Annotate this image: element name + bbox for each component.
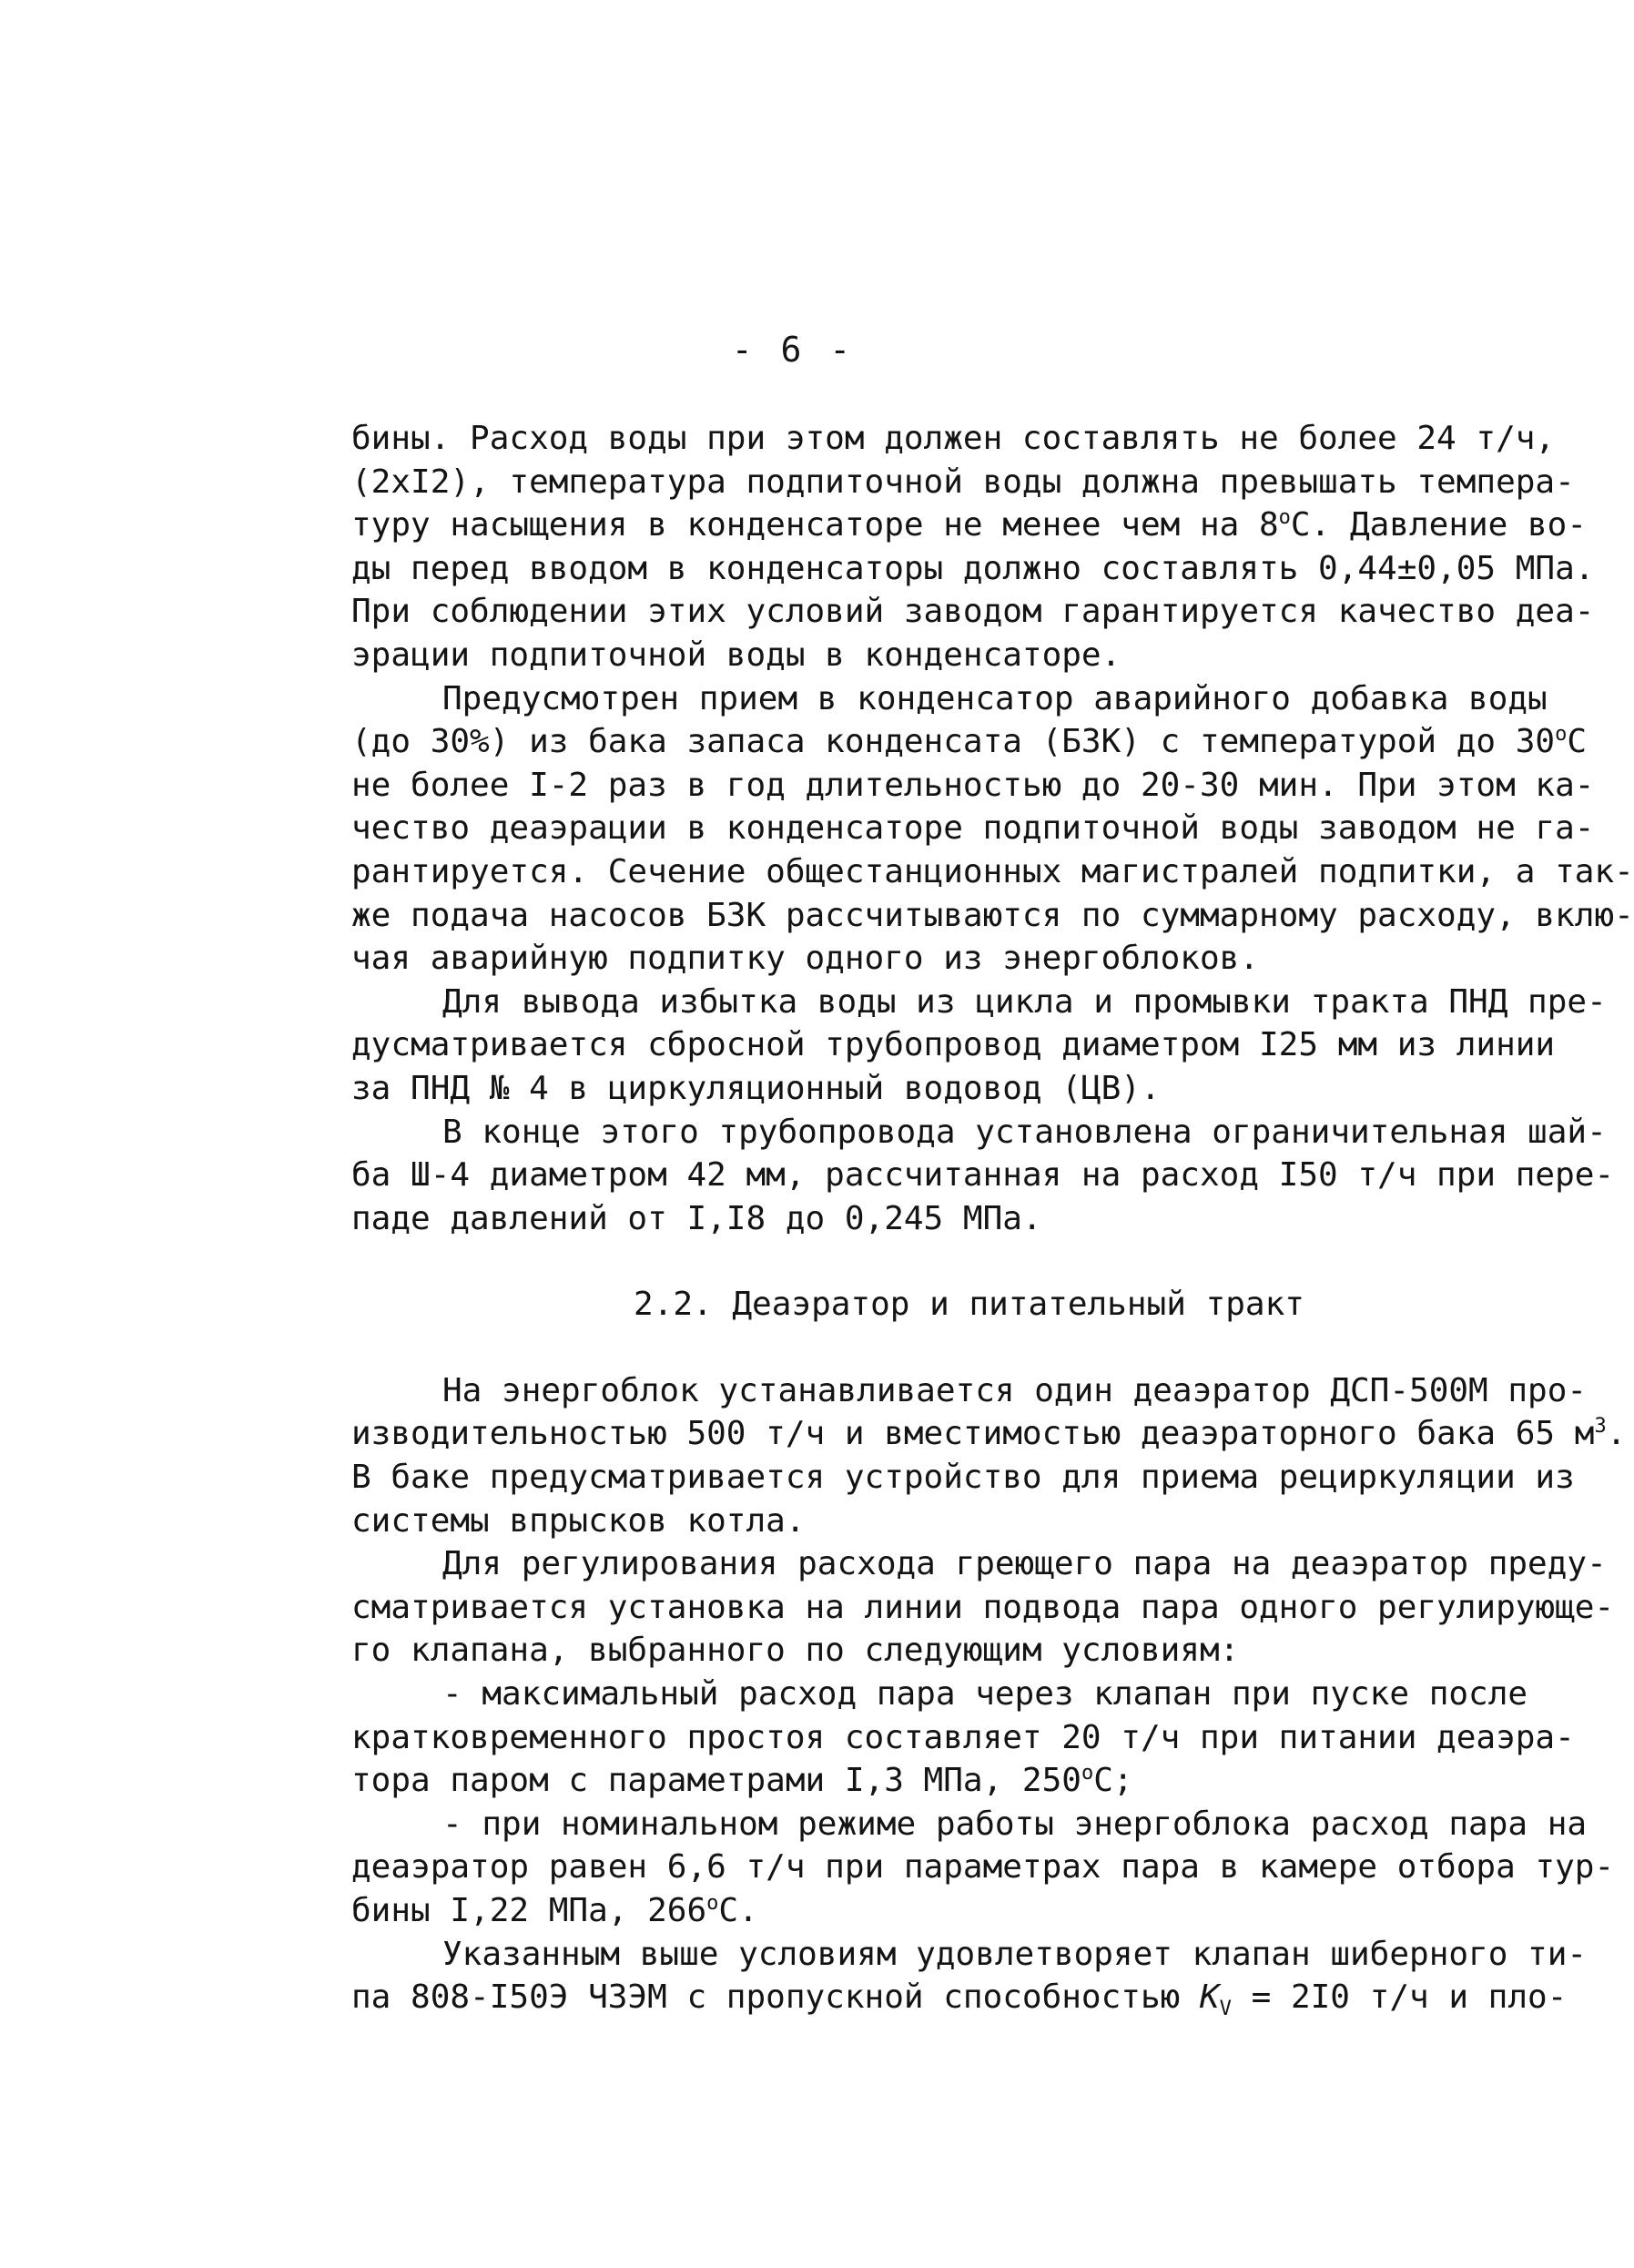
cubic-superscript: 3 xyxy=(1594,1415,1607,1439)
text-line: бины. Расход воды при этом должен составлять не более 24 т/ч, xyxy=(351,420,1556,457)
section-heading: 2.2. Деаэратор и питательный тракт xyxy=(634,1286,1304,1324)
text-line: паде давлений от I,I8 до 0,245 МПа. xyxy=(351,1199,1042,1237)
body-text xyxy=(351,417,1634,2021)
text-fragment: С. xyxy=(718,1892,758,1929)
text-fragment: тора паром с параметрами I,3 МПа, 250 xyxy=(351,1762,1081,1800)
spacer xyxy=(351,1327,1507,1369)
text-line: При соблюдении этих условий заводом гарантируется качество деа- xyxy=(351,593,1595,631)
text-line: ба Ш-4 диаметром 42 мм, рассчитанная на расход I50 т/ч при пере- xyxy=(351,1156,1615,1195)
list-item-line: - при номинальном режиме работы энергоблока расход пара на xyxy=(442,1805,1588,1843)
text-line: деаэратор равен 6,6 т/ч при параметрах пара в камере отбора тур- xyxy=(351,1848,1615,1887)
text-line xyxy=(351,1759,1507,1803)
text-line: эрации подпиточной воды в конденсаторе. xyxy=(351,636,1121,674)
paragraph-first-line: Для вывода избытка воды из цикла и промывки тракта ПНД пре- xyxy=(442,982,1607,1021)
text-fragment: = 2I0 т/ч и пло- xyxy=(1231,1978,1568,2017)
degree-superscript: о xyxy=(1555,723,1568,747)
text-line: чая аварийную подпитку одного из энергоблоков. xyxy=(351,940,1259,978)
list-item-line: - максимальный расход пара через клапан при пуске после xyxy=(442,1675,1528,1714)
text-line: (2хI2), температура подпиточной воды должна превышать темпера- xyxy=(351,463,1575,501)
text-line: же подача насосов БЗК рассчитываются по суммарному расходу, вклю- xyxy=(351,896,1634,934)
page-number: - 6 - xyxy=(731,330,855,370)
text-line: за ПНД № 4 в циркуляционный водовод (ЦВ). xyxy=(351,1069,1161,1107)
kv-symbol: K xyxy=(1199,1978,1220,2017)
spacer xyxy=(351,1240,1507,1283)
text-fragment: бины I,22 МПа, 266 xyxy=(351,1892,707,1929)
degree-superscript: о xyxy=(1081,1762,1094,1785)
text-fragment: (до 30%) из бака запаса конденсата (БЗК) с температурой до 30 xyxy=(351,723,1556,761)
text-fragment: С xyxy=(1567,723,1588,761)
text-fragment: С; xyxy=(1093,1762,1133,1800)
paragraph-first-line: Для регулирования расхода греющего пара на деаэратор преду- xyxy=(442,1545,1607,1583)
paragraph-first-line: На энергоблок устанавливается один деаэратор ДСП-500М про- xyxy=(442,1371,1588,1409)
text-line: рантируется. Сечение общестанционных магистралей подпитки, а так- xyxy=(351,852,1634,890)
text-line: системы впрысков котла. xyxy=(351,1501,806,1540)
kv-subscript: V xyxy=(1219,1998,1232,2021)
degree-superscript: о xyxy=(1278,506,1291,530)
text-line xyxy=(351,720,1588,764)
text-line: го клапана, выбранного по следующим условиям: xyxy=(351,1632,1240,1670)
text-line xyxy=(351,1976,1568,2021)
text-line xyxy=(351,1889,1507,1933)
text-line: ды перед вводом в конденсаторы должно составлять 0,44±0,05 МПа. xyxy=(351,549,1595,587)
text-line: дусматривается сбросной трубопровод диаметром I25 мм из линии xyxy=(351,1026,1556,1064)
text-fragment: туру насыщения в конденсаторе не менее чем на 8 xyxy=(351,506,1279,544)
text-fragment: . xyxy=(1606,1415,1627,1453)
degree-superscript: о xyxy=(706,1892,719,1915)
text-line: кратковременного простоя составляет 20 т/ч при питании деаэра- xyxy=(351,1718,1575,1756)
text-fragment: С. Давление во- xyxy=(1290,506,1588,544)
text-line xyxy=(351,503,1588,547)
text-line: не более I-2 раз в год длительностью до 20-30 мин. При этом ка- xyxy=(351,766,1595,804)
text-fragment: па 808-I50Э ЧЗЭМ с пропускной способностью xyxy=(351,1978,1200,2017)
text-line: сматривается установка на линии подвода пара одного регулирующе- xyxy=(351,1588,1615,1626)
paragraph-first-line: Предусмотрен прием в конденсатор аварийного добавка воды xyxy=(442,679,1548,717)
text-line: В баке предусматривается устройство для приема рециркуляции из xyxy=(351,1459,1575,1497)
paragraph-first-line: Указанным выше условиям удовлетворяет клапан шиберного ти- xyxy=(442,1935,1588,1973)
paragraph-first-line: В конце этого трубопровода установлена ограничительная шай- xyxy=(442,1113,1607,1151)
text-fragment: изводительностью 500 т/ч и вместимостью деаэраторного бака 65 м xyxy=(351,1415,1595,1453)
text-line: чество деаэрации в конденсаторе подпиточной воды заводом не га- xyxy=(351,809,1595,848)
text-line xyxy=(351,1412,1627,1456)
